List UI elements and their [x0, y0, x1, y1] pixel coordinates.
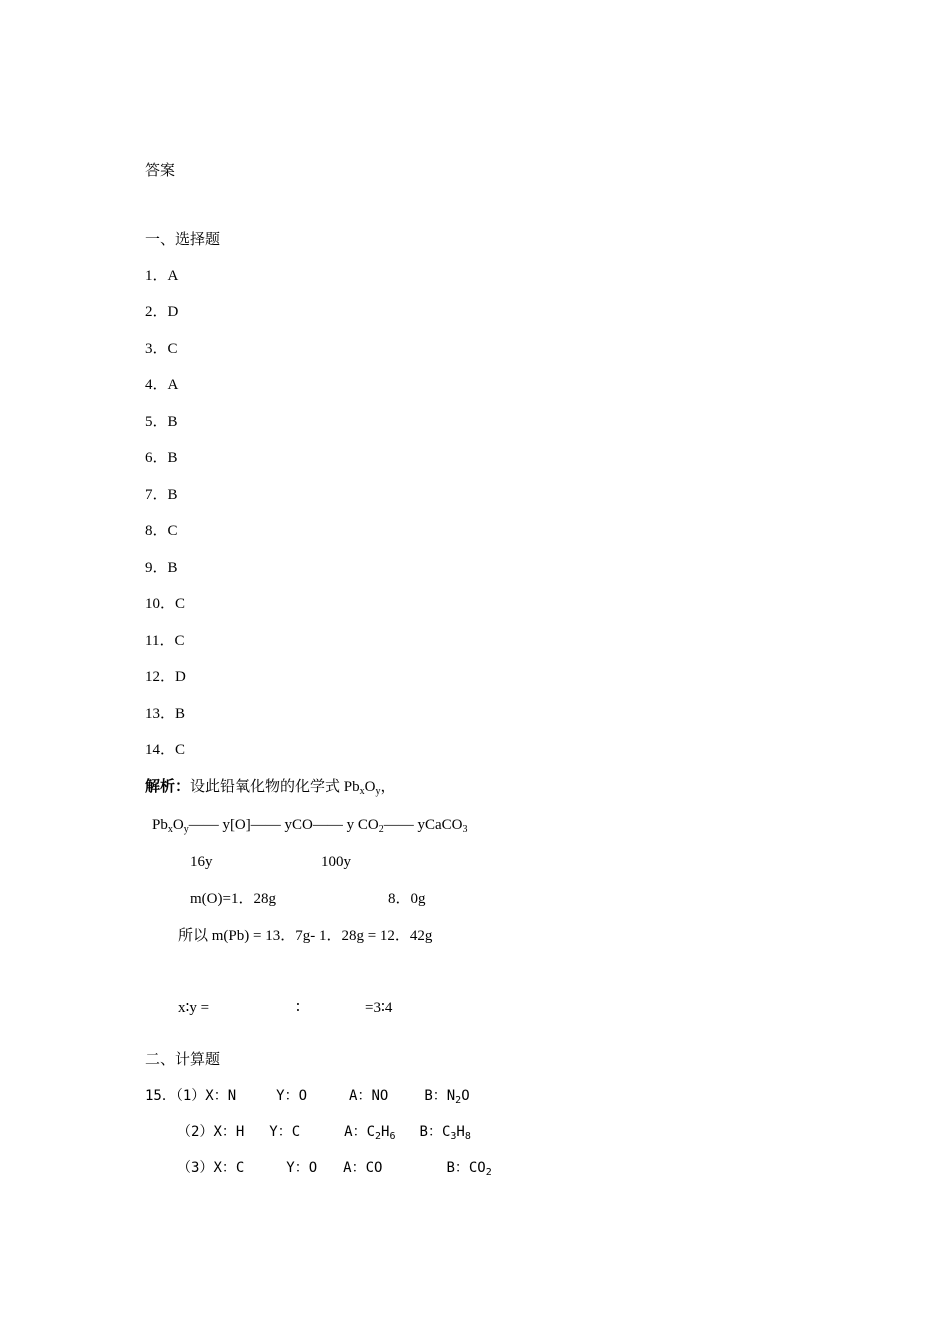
answer-y: Y：O	[286, 1160, 318, 1176]
formula-subscript: y	[375, 786, 381, 797]
list-item: 6．B	[145, 450, 178, 466]
list-item: 9．B	[145, 560, 178, 576]
list-item: 12．D	[145, 669, 186, 685]
answer-y: Y：C	[269, 1124, 301, 1140]
formula-subscript: 2	[375, 1131, 382, 1142]
q15-part3	[177, 1158, 492, 1178]
section-heading-calc: 二、计算题	[145, 1052, 221, 1068]
answer-title: 答案	[145, 163, 176, 179]
answer-b: B：C	[419, 1124, 451, 1140]
q15-part2	[177, 1122, 471, 1142]
list-item: 3．C	[145, 341, 178, 357]
formula-subscript: 6	[389, 1131, 396, 1142]
ratio-row-right: 100y	[321, 854, 351, 870]
formula-subscript: 3	[462, 824, 468, 835]
list-item: 4．A	[145, 377, 179, 393]
answer-x: X：C	[213, 1160, 245, 1176]
list-item: 1．A	[145, 268, 179, 284]
reaction-chain	[152, 815, 467, 835]
list-item: 5．B	[145, 414, 178, 430]
formula-subscript: 2	[378, 824, 384, 835]
formula-subscript: 8	[464, 1131, 471, 1142]
list-item: 2．D	[145, 304, 179, 320]
mass-row-left: m(O)=1．28g	[190, 891, 276, 907]
formula-element: Pb	[152, 817, 168, 833]
list-item: 11．C	[145, 633, 185, 649]
answer-b: B：CO	[446, 1160, 486, 1176]
part-tag: （1）	[175, 1088, 206, 1104]
ratio-result: =3∶4	[365, 1000, 393, 1016]
formula-subscript: 2	[485, 1167, 492, 1178]
answer-y: Y：O	[276, 1088, 308, 1104]
reaction-chain-middle: —— y[O]—— yCO—— y CO	[188, 817, 379, 833]
analysis-intro-text: 设此铅氧化物的化学式 Pb	[190, 779, 360, 795]
formula-subscript: y	[183, 824, 189, 835]
mass-row-right: 8．0g	[388, 891, 426, 907]
q15-part1	[145, 1086, 470, 1106]
question-number: 15．	[145, 1088, 176, 1104]
formula-element: O	[364, 779, 376, 795]
answer-x: X：H	[213, 1124, 245, 1140]
list-item: 7．B	[145, 487, 178, 503]
answer-a: A：C	[344, 1124, 376, 1140]
list-item: 8．C	[145, 523, 178, 539]
ratio-left: x∶y =	[178, 1000, 210, 1016]
answer-a: A：CO	[343, 1160, 383, 1176]
formula-element: O	[172, 817, 184, 833]
part-tag: （2）	[177, 1124, 214, 1140]
formula-element: H	[381, 1124, 390, 1140]
section-heading-choice: 一、选择题	[145, 232, 221, 248]
list-item: 14．C	[145, 742, 186, 758]
punctuation: ，	[380, 779, 396, 795]
formula-subscript: 2	[455, 1095, 462, 1106]
formula-subscript: x	[359, 786, 365, 797]
ratio-colon: ∶	[296, 1000, 300, 1016]
answer-b: B：N	[424, 1088, 456, 1104]
analysis-label: 解析：	[145, 779, 191, 795]
formula-element: O	[461, 1088, 470, 1104]
mass-pb-line: 所以 m(Pb) = 13．7g- 1．28g = 12．42g	[178, 928, 433, 944]
answer-x: X：N	[205, 1088, 237, 1104]
formula-subscript: x	[167, 824, 173, 835]
list-item: 10．C	[145, 596, 186, 612]
formula-subscript: 3	[450, 1131, 457, 1142]
list-item: 13．B	[145, 706, 186, 722]
ratio-row-left: 16y	[190, 854, 213, 870]
formula-element: H	[456, 1124, 465, 1140]
answer-a: A：NO	[349, 1088, 389, 1104]
part-tag: （3）	[177, 1160, 214, 1176]
reaction-chain-end: —— yCaCO	[383, 817, 463, 833]
analysis-intro	[145, 777, 395, 797]
